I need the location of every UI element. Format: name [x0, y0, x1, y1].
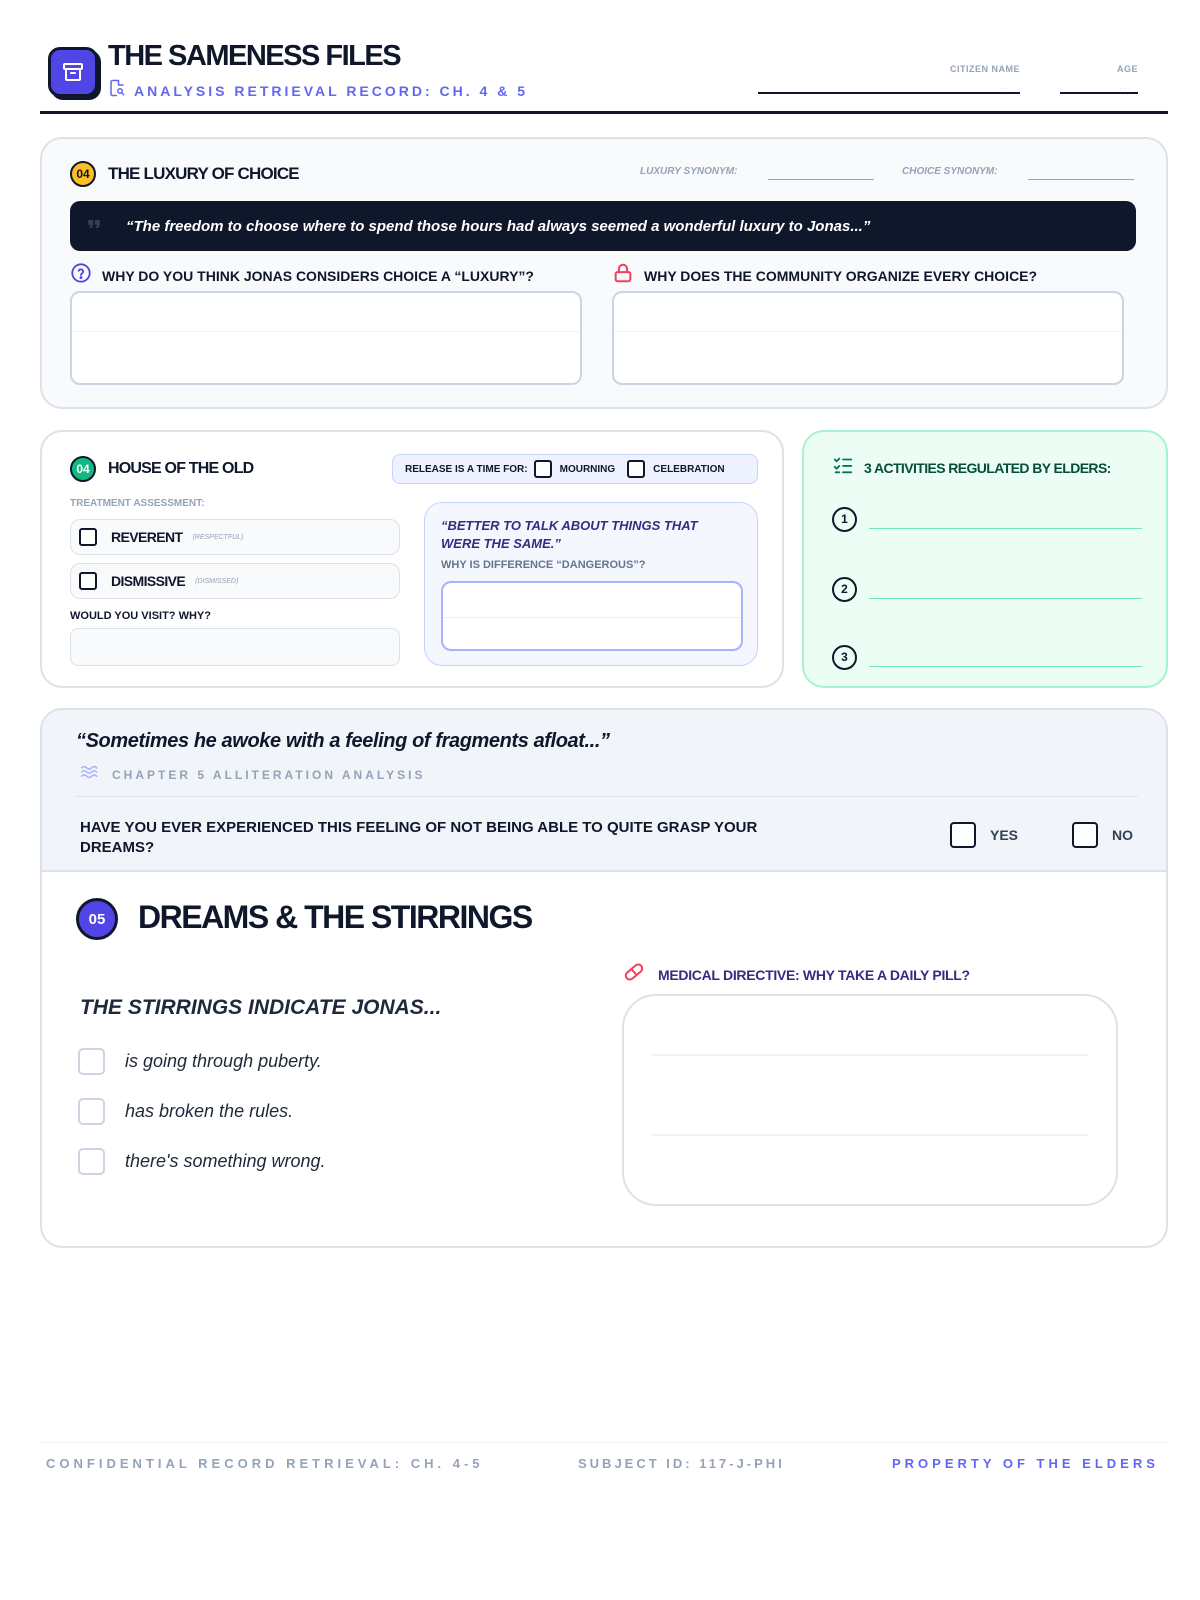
page-header [40, 38, 1168, 114]
dream-question: HAVE YOU EVER EXPERIENCED THIS FEELING OF NOT BEING ABLE TO QUITE GRASP YOUR DREAMS? [80, 819, 758, 856]
celebration-label: CELEBRATION [653, 463, 725, 475]
question-luxury-label: WHY DO YOU THINK JONAS CONSIDERS CHOICE A “LUXURY”? [102, 267, 534, 284]
alliteration-label [80, 764, 425, 785]
item-number: 3 [832, 645, 857, 670]
difference-question: WHY IS DIFFERENCE “DANGEROUS”? [441, 559, 646, 571]
stirrings-option[interactable] [78, 1048, 322, 1075]
item-number: 1 [832, 507, 857, 532]
dismissive-option[interactable] [70, 563, 400, 599]
answer-organize-box[interactable] [612, 291, 1124, 385]
sameness-quote-box [424, 502, 758, 666]
elders-item [832, 622, 1142, 692]
reverent-label: REVERENT [111, 529, 183, 545]
elders-answer-line[interactable] [869, 666, 1142, 667]
stirrings-option-label: there's something wrong. [125, 1151, 326, 1171]
footer-divider [40, 1442, 1168, 1443]
dreams-title: DREAMS & THE STIRRINGS [138, 899, 532, 935]
medical-question [622, 960, 970, 989]
yes-checkbox[interactable] [950, 822, 976, 848]
stirrings-option-label: has broken the rules. [125, 1101, 294, 1121]
celebration-checkbox[interactable] [627, 460, 645, 478]
stirrings-option-label: is going through puberty. [125, 1051, 322, 1071]
archive-icon [48, 47, 98, 97]
mourning-checkbox[interactable] [534, 460, 552, 478]
elders-answer-line[interactable] [869, 598, 1142, 599]
subtitle-text: ANALYSIS RETRIEVAL RECORD: CH. 4 & 5 [134, 82, 529, 99]
age-field[interactable]: AGE ... [1060, 64, 1138, 94]
chapter-badge: 04 [70, 456, 96, 482]
stirrings-checkbox[interactable] [78, 1098, 105, 1125]
difference-answer-box[interactable] [441, 581, 743, 651]
sameness-quote: “BETTER TO TALK ABOUT THINGS THAT WERE THE SAME.” [441, 518, 698, 551]
visit-answer-box[interactable] [70, 628, 400, 666]
reverent-note: (RESPECTFUL) [192, 533, 244, 541]
alliteration-text: CHAPTER 5 ALLITERATION ANALYSIS [112, 767, 426, 782]
choice-synonym-label: CHOICE SYNONYM: [902, 166, 998, 177]
pill-icon [622, 960, 646, 989]
footer-center: SUBJECT ID: 117-J-PHI [578, 1456, 785, 1471]
no-option[interactable] [1072, 822, 1133, 848]
page-subtitle [108, 79, 528, 102]
stirrings-checkbox[interactable] [78, 1148, 105, 1175]
fragments-quote: “Sometimes he awoke with a feeling of fragments afloat...” [76, 730, 610, 752]
answer-line [652, 1054, 1088, 1056]
help-circle-icon [70, 262, 92, 289]
mourning-label: MOURNING [559, 463, 616, 475]
reverent-checkbox[interactable] [79, 528, 97, 546]
divider [76, 796, 1138, 797]
stirrings-option[interactable] [78, 1148, 326, 1175]
yes-option[interactable] [950, 822, 1018, 848]
luxury-synonym-input[interactable] [768, 179, 874, 180]
house-of-the-old-card [40, 430, 784, 688]
elders-item [832, 554, 1142, 624]
elders-title: 3 ACTIVITIES REGULATED BY ELDERS: [864, 459, 1111, 476]
dismissive-note: (DISMISSED) [195, 577, 239, 585]
choice-synonym-input[interactable] [1028, 179, 1134, 180]
waves-icon [80, 764, 100, 785]
treatment-label: TREATMENT ASSESSMENT: [70, 498, 205, 509]
footer-left: CONFIDENTIAL RECORD RETRIEVAL: CH. 4-5 [46, 1456, 484, 1471]
item-number: 2 [832, 577, 857, 602]
no-label: NO [1112, 827, 1133, 843]
section-title: HOUSE OF THE OLD [108, 460, 254, 477]
quote-text: “The freedom to choose where to spend those hours had always seemed a wonderful luxury to Jonas...” [126, 217, 871, 235]
elders-heading [832, 454, 1111, 481]
luxury-of-choice-card [40, 137, 1168, 409]
elders-answer-line[interactable] [869, 528, 1142, 529]
list-checks-icon [832, 454, 854, 481]
medical-answer-box[interactable] [622, 994, 1118, 1206]
question-organize-label: WHY DOES THE COMMUNITY ORGANIZE EVERY CHOICE? [644, 267, 1038, 284]
dismissive-checkbox[interactable] [79, 572, 97, 590]
quote-banner [70, 201, 1136, 251]
dismissive-label: DISMISSIVE [111, 573, 186, 589]
footer-right: PROPERTY OF THE ELDERS [892, 1456, 1159, 1471]
answer-luxury-box[interactable] [70, 291, 582, 385]
stirrings-option[interactable] [78, 1098, 293, 1125]
release-label: RELEASE IS A TIME FOR: [405, 463, 528, 475]
reverent-option[interactable] [70, 519, 400, 555]
medical-question-label: MEDICAL DIRECTIVE: WHY TAKE A DAILY PILL? [658, 966, 970, 983]
elders-activities-card [802, 430, 1168, 688]
file-search-icon [108, 79, 126, 102]
chapter-badge: 04 [70, 161, 96, 187]
citizen-name-field[interactable]: CITIZEN NAME ... [758, 64, 1020, 94]
question-organize [612, 262, 1037, 289]
page-title: THE SAMENESS FILES [108, 40, 401, 72]
citizen-name-label: CITIZEN NAME [950, 64, 1020, 74]
chapter-badge: 05 [76, 898, 118, 940]
release-question [392, 454, 758, 484]
answer-line [652, 1134, 1088, 1136]
no-checkbox[interactable] [1072, 822, 1098, 848]
elders-item [832, 484, 1142, 554]
luxury-synonym-label: LUXURY SYNONYM: [640, 166, 738, 177]
visit-question: WOULD YOU VISIT? WHY? [70, 610, 211, 622]
quote-icon [84, 214, 104, 239]
lock-icon [612, 262, 634, 289]
stirrings-prompt: THE STIRRINGS INDICATE JONAS... [80, 996, 442, 1019]
fragments-panel [42, 710, 1166, 872]
yes-label: YES [990, 827, 1019, 843]
stirrings-checkbox[interactable] [78, 1048, 105, 1075]
age-label: AGE [1116, 64, 1138, 74]
chapter-5-card [40, 708, 1168, 1248]
section-title: THE LUXURY OF CHOICE [108, 164, 299, 183]
question-luxury [70, 262, 534, 289]
elders-list [832, 498, 1142, 692]
